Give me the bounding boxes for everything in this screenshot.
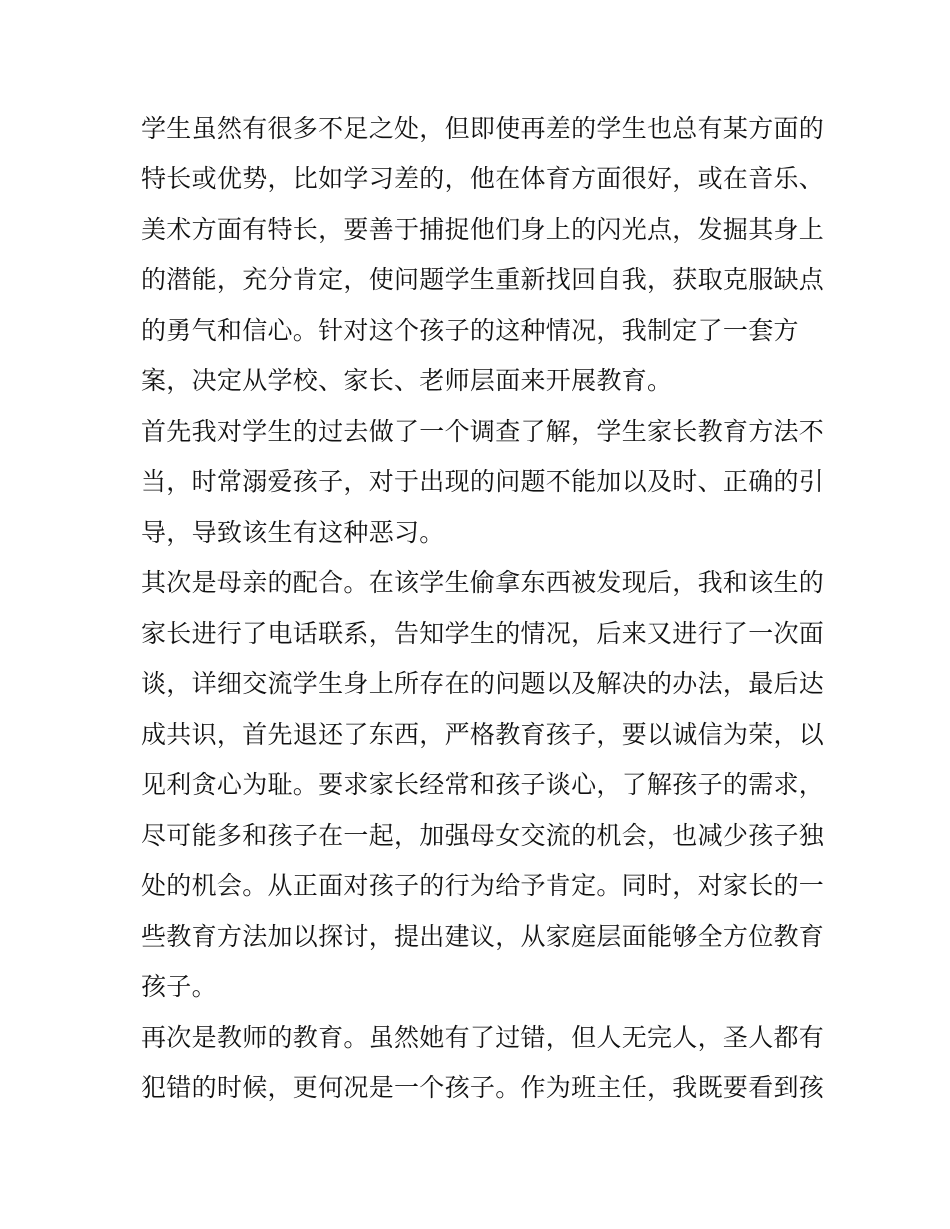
text-line: 的潜能，充分肯定，使问题学生重新找回自我，获取克服缺点 bbox=[141, 265, 825, 294]
text-line: 犯错的时候，更何况是一个孩子。作为班主任，我既要看到孩 bbox=[141, 1073, 825, 1102]
text-line: 尽可能多和孩子在一起，加强母女交流的机会，也减少孩子独 bbox=[141, 821, 825, 850]
text-line: 美术方面有特长，要善于捕捉他们身上的闪光点，发掘其身上 bbox=[141, 215, 825, 244]
text-line: 再次是教师的教育。虽然她有了过错，但人无完人，圣人都有 bbox=[141, 1023, 825, 1052]
text-line: 首先我对学生的过去做了一个调查了解，学生家长教育方法不 bbox=[141, 417, 825, 446]
text-line: 特长或优势，比如学习差的，他在体育方面很好，或在音乐、 bbox=[141, 164, 825, 193]
text-line: 案，决定从学校、家长、老师层面来开展教育。 bbox=[141, 366, 673, 395]
text-line: 其次是母亲的配合。在该学生偷拿东西被发现后，我和该生的 bbox=[141, 568, 825, 597]
text-line: 当，时常溺爱孩子，对于出现的问题不能加以及时、正确的引 bbox=[141, 467, 825, 496]
text-line: 孩子。 bbox=[141, 972, 217, 1001]
text-line: 处的机会。从正面对孩子的行为给予肯定。同时，对家长的一 bbox=[141, 871, 825, 900]
text-line: 见利贪心为耻。要求家长经常和孩子谈心，了解孩子的需求， bbox=[141, 770, 825, 799]
text-line: 些教育方法加以探讨，提出建议，从家庭层面能够全方位教育 bbox=[141, 922, 825, 951]
text-line: 家长进行了电话联系，告知学生的情况，后来又进行了一次面 bbox=[141, 619, 825, 648]
text-line: 谈，详细交流学生身上所存在的问题以及解决的办法，最后达 bbox=[141, 669, 825, 698]
text-line: 导，导致该生有这种恶习。 bbox=[141, 518, 445, 547]
text-line: 成共识，首先退还了东西，严格教育孩子，要以诚信为荣，以 bbox=[141, 720, 825, 749]
text-line: 的勇气和信心。针对这个孩子的这种情况，我制定了一套方 bbox=[141, 316, 799, 345]
text-line: 学生虽然有很多不足之处，但即使再差的学生也总有某方面的 bbox=[141, 114, 825, 143]
